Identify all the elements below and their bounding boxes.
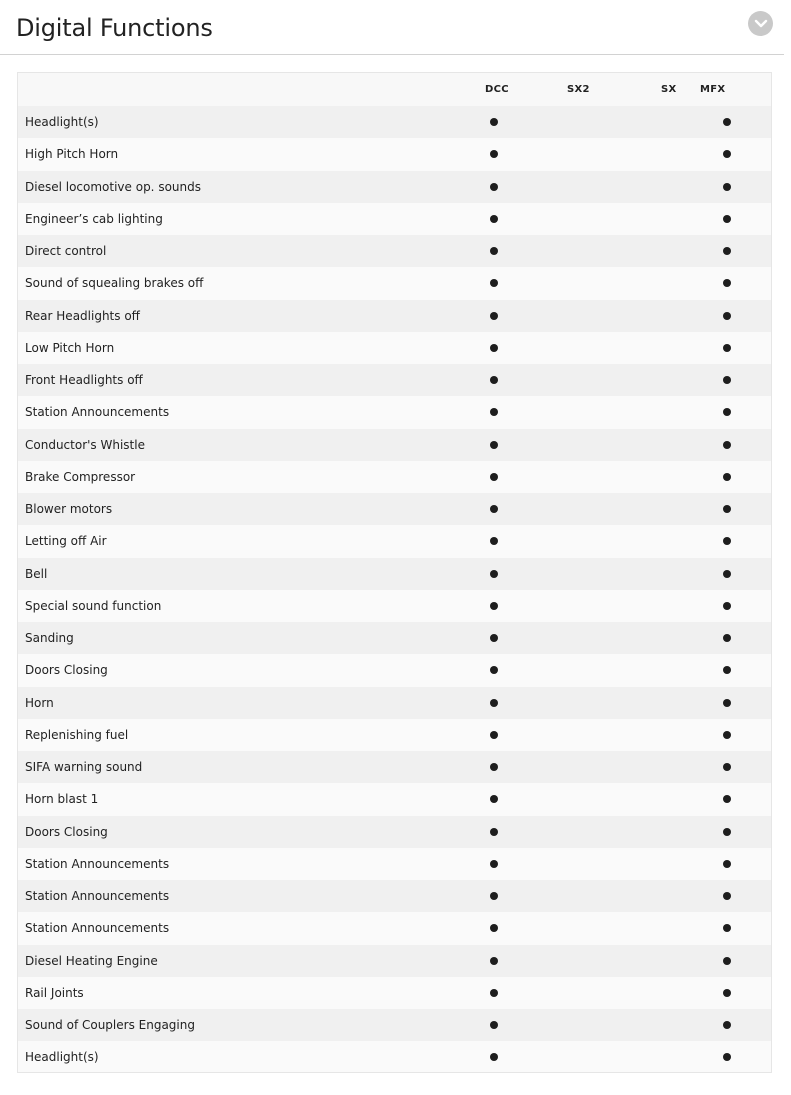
support-cell-sx2 — [555, 1041, 600, 1073]
table-row — [18, 977, 771, 1009]
supported-dot-icon — [490, 441, 498, 449]
table-row — [18, 396, 771, 428]
support-cell-sx2 — [555, 106, 600, 138]
supported-dot-icon — [490, 731, 498, 739]
supported-dot-icon — [723, 441, 731, 449]
support-cell-sx2 — [555, 912, 600, 944]
support-cell-mfx — [700, 235, 771, 267]
support-cell-sx — [600, 429, 700, 461]
support-cell-mfx — [700, 945, 771, 977]
supported-dot-icon — [490, 957, 498, 965]
support-cell-mfx — [700, 622, 771, 654]
function-name: Doors Closing — [25, 663, 108, 678]
supported-dot-icon — [723, 150, 731, 158]
support-cell-mfx — [700, 1041, 771, 1073]
supported-dot-icon — [490, 473, 498, 481]
supported-dot-icon — [723, 215, 731, 223]
support-cell-sx — [600, 719, 700, 751]
supported-dot-icon — [490, 828, 498, 836]
support-cell-dcc — [436, 429, 555, 461]
table-row — [18, 783, 771, 815]
support-cell-mfx — [700, 816, 771, 848]
function-name: Diesel locomotive op. sounds — [25, 179, 201, 194]
table-row — [18, 590, 771, 622]
support-cell-sx2 — [555, 1009, 600, 1041]
table-row — [18, 203, 771, 235]
supported-dot-icon — [723, 183, 731, 191]
support-cell-sx2 — [555, 622, 600, 654]
support-cell-sx — [600, 945, 700, 977]
support-cell-mfx — [700, 364, 771, 396]
support-cell-sx — [600, 235, 700, 267]
function-name: Bell — [25, 566, 48, 581]
supported-dot-icon — [490, 183, 498, 191]
table-row — [18, 654, 771, 686]
supported-dot-icon — [723, 795, 731, 803]
function-name: Low Pitch Horn — [25, 340, 115, 355]
support-cell-sx — [600, 171, 700, 203]
supported-dot-icon — [723, 666, 731, 674]
table-row — [18, 848, 771, 880]
support-cell-dcc — [436, 396, 555, 428]
supported-dot-icon — [723, 731, 731, 739]
support-cell-dcc — [436, 977, 555, 1009]
support-cell-mfx — [700, 106, 771, 138]
table-row — [18, 429, 771, 461]
supported-dot-icon — [490, 924, 498, 932]
supported-dot-icon — [490, 279, 498, 287]
support-cell-sx2 — [555, 203, 600, 235]
support-cell-mfx — [700, 719, 771, 751]
support-cell-sx — [600, 654, 700, 686]
supported-dot-icon — [490, 247, 498, 255]
support-cell-sx2 — [555, 300, 600, 332]
support-cell-sx2 — [555, 429, 600, 461]
support-cell-dcc — [436, 848, 555, 880]
supported-dot-icon — [723, 924, 731, 932]
support-cell-sx2 — [555, 235, 600, 267]
supported-dot-icon — [723, 634, 731, 642]
support-cell-sx2 — [555, 525, 600, 557]
support-cell-sx — [600, 525, 700, 557]
function-name: Diesel Heating Engine — [25, 953, 158, 968]
support-cell-mfx — [700, 751, 771, 783]
support-cell-dcc — [436, 461, 555, 493]
supported-dot-icon — [723, 763, 731, 771]
table-row — [18, 461, 771, 493]
function-name: Blower motors — [25, 502, 113, 517]
table-row — [18, 300, 771, 332]
table-row — [18, 719, 771, 751]
support-cell-sx — [600, 203, 700, 235]
supported-dot-icon — [723, 312, 731, 320]
function-name: Station Announcements — [25, 856, 170, 871]
support-cell-sx — [600, 622, 700, 654]
support-cell-dcc — [436, 1009, 555, 1041]
support-cell-sx2 — [555, 332, 600, 364]
support-cell-mfx — [700, 171, 771, 203]
table-row — [18, 235, 771, 267]
supported-dot-icon — [723, 570, 731, 578]
supported-dot-icon — [490, 344, 498, 352]
support-cell-dcc — [436, 880, 555, 912]
supported-dot-icon — [723, 505, 731, 513]
table-row — [18, 106, 771, 138]
functions-table-container — [17, 72, 772, 1073]
function-name: Doors Closing — [25, 824, 108, 839]
supported-dot-icon — [723, 602, 731, 610]
collapse-toggle-button[interactable] — [748, 11, 773, 36]
function-name: Station Announcements — [25, 889, 170, 904]
support-cell-mfx — [700, 332, 771, 364]
function-name: Headlight(s) — [25, 115, 99, 130]
support-cell-sx — [600, 880, 700, 912]
function-name: Rail Joints — [25, 985, 84, 1000]
supported-dot-icon — [490, 150, 498, 158]
support-cell-sx2 — [555, 687, 600, 719]
supported-dot-icon — [490, 376, 498, 384]
support-cell-sx2 — [555, 848, 600, 880]
column-header-mfx: MFX — [700, 84, 726, 95]
function-name: Engineer’s cab lighting — [25, 211, 163, 226]
support-cell-sx2 — [555, 171, 600, 203]
table-row — [18, 912, 771, 944]
support-cell-dcc — [436, 332, 555, 364]
supported-dot-icon — [490, 634, 498, 642]
support-cell-mfx — [700, 880, 771, 912]
support-cell-sx — [600, 300, 700, 332]
support-cell-dcc — [436, 493, 555, 525]
support-cell-dcc — [436, 171, 555, 203]
support-cell-mfx — [700, 267, 771, 299]
support-cell-dcc — [436, 622, 555, 654]
function-name: Station Announcements — [25, 921, 170, 936]
functions-table — [18, 73, 771, 1073]
support-cell-sx — [600, 493, 700, 525]
support-cell-dcc — [436, 364, 555, 396]
support-cell-sx — [600, 138, 700, 170]
support-cell-sx — [600, 848, 700, 880]
table-row — [18, 687, 771, 719]
support-cell-dcc — [436, 687, 555, 719]
table-row — [18, 751, 771, 783]
function-name: Direct control — [25, 244, 107, 259]
supported-dot-icon — [490, 892, 498, 900]
support-cell-dcc — [436, 235, 555, 267]
support-cell-dcc — [436, 654, 555, 686]
support-cell-dcc — [436, 945, 555, 977]
function-name: Special sound function — [25, 598, 162, 613]
function-name: Letting off Air — [25, 534, 107, 549]
support-cell-sx2 — [555, 719, 600, 751]
support-cell-sx — [600, 1041, 700, 1073]
support-cell-sx2 — [555, 880, 600, 912]
supported-dot-icon — [490, 989, 498, 997]
support-cell-dcc — [436, 912, 555, 944]
support-cell-dcc — [436, 1041, 555, 1073]
support-cell-sx — [600, 558, 700, 590]
supported-dot-icon — [490, 312, 498, 320]
supported-dot-icon — [723, 989, 731, 997]
supported-dot-icon — [490, 860, 498, 868]
function-name: Station Announcements — [25, 405, 170, 420]
function-name: Sound of Couplers Engaging — [25, 1018, 195, 1033]
support-cell-sx — [600, 977, 700, 1009]
supported-dot-icon — [490, 602, 498, 610]
function-name: SIFA warning sound — [25, 760, 143, 775]
supported-dot-icon — [490, 699, 498, 707]
table-row — [18, 1041, 771, 1073]
support-cell-mfx — [700, 525, 771, 557]
support-cell-mfx — [700, 590, 771, 622]
support-cell-mfx — [700, 848, 771, 880]
table-body — [18, 106, 771, 1073]
support-cell-sx2 — [555, 267, 600, 299]
table-row — [18, 525, 771, 557]
support-cell-sx2 — [555, 654, 600, 686]
column-header-sx: SX — [661, 84, 677, 95]
supported-dot-icon — [490, 570, 498, 578]
support-cell-sx — [600, 590, 700, 622]
support-cell-sx — [600, 1009, 700, 1041]
supported-dot-icon — [723, 828, 731, 836]
table-header-row — [18, 73, 771, 106]
supported-dot-icon — [723, 1053, 731, 1061]
supported-dot-icon — [723, 892, 731, 900]
supported-dot-icon — [723, 279, 731, 287]
support-cell-sx — [600, 106, 700, 138]
table-row — [18, 622, 771, 654]
support-cell-sx2 — [555, 461, 600, 493]
support-cell-mfx — [700, 687, 771, 719]
table-row — [18, 1009, 771, 1041]
support-cell-mfx — [700, 461, 771, 493]
support-cell-sx2 — [555, 138, 600, 170]
table-row — [18, 880, 771, 912]
function-name: Horn blast 1 — [25, 792, 99, 807]
supported-dot-icon — [490, 666, 498, 674]
support-cell-sx2 — [555, 558, 600, 590]
support-cell-sx2 — [555, 977, 600, 1009]
support-cell-mfx — [700, 203, 771, 235]
supported-dot-icon — [723, 860, 731, 868]
column-header-function — [18, 73, 436, 106]
support-cell-sx2 — [555, 751, 600, 783]
table-row — [18, 364, 771, 396]
section-header[interactable] — [0, 0, 784, 55]
support-cell-sx — [600, 687, 700, 719]
support-cell-sx — [600, 816, 700, 848]
function-name: Replenishing fuel — [25, 727, 129, 742]
table-row — [18, 945, 771, 977]
function-name: Rear Headlights off — [25, 308, 140, 323]
supported-dot-icon — [490, 1053, 498, 1061]
supported-dot-icon — [490, 505, 498, 513]
supported-dot-icon — [723, 376, 731, 384]
function-name: Front Headlights off — [25, 373, 143, 388]
table-row — [18, 558, 771, 590]
support-cell-mfx — [700, 138, 771, 170]
support-cell-sx — [600, 396, 700, 428]
supported-dot-icon — [723, 1021, 731, 1029]
supported-dot-icon — [490, 408, 498, 416]
support-cell-mfx — [700, 654, 771, 686]
function-name: High Pitch Horn — [25, 147, 119, 162]
support-cell-sx2 — [555, 816, 600, 848]
support-cell-sx2 — [555, 945, 600, 977]
supported-dot-icon — [723, 957, 731, 965]
support-cell-sx2 — [555, 590, 600, 622]
table-row — [18, 332, 771, 364]
function-name: Brake Compressor — [25, 469, 136, 484]
supported-dot-icon — [723, 408, 731, 416]
support-cell-sx — [600, 783, 700, 815]
support-cell-sx — [600, 332, 700, 364]
supported-dot-icon — [490, 795, 498, 803]
support-cell-dcc — [436, 525, 555, 557]
supported-dot-icon — [723, 473, 731, 481]
support-cell-dcc — [436, 558, 555, 590]
support-cell-mfx — [700, 1009, 771, 1041]
column-header-sx2: SX2 — [567, 84, 590, 95]
support-cell-sx — [600, 364, 700, 396]
support-cell-dcc — [436, 106, 555, 138]
support-cell-sx — [600, 267, 700, 299]
support-cell-dcc — [436, 719, 555, 751]
table-row — [18, 493, 771, 525]
supported-dot-icon — [723, 344, 731, 352]
support-cell-sx2 — [555, 364, 600, 396]
support-cell-mfx — [700, 558, 771, 590]
support-cell-mfx — [700, 396, 771, 428]
support-cell-dcc — [436, 300, 555, 332]
function-name: Sound of squealing brakes off — [25, 276, 204, 291]
supported-dot-icon — [490, 763, 498, 771]
support-cell-dcc — [436, 267, 555, 299]
function-name: Conductor's Whistle — [25, 437, 145, 452]
table-row — [18, 138, 771, 170]
function-name: Headlight(s) — [25, 1050, 99, 1065]
support-cell-mfx — [700, 977, 771, 1009]
supported-dot-icon — [723, 699, 731, 707]
chevron-down-icon — [754, 19, 768, 28]
support-cell-sx — [600, 751, 700, 783]
supported-dot-icon — [490, 1021, 498, 1029]
support-cell-sx2 — [555, 783, 600, 815]
function-name: Sanding — [25, 631, 74, 646]
supported-dot-icon — [723, 537, 731, 545]
support-cell-dcc — [436, 203, 555, 235]
support-cell-sx2 — [555, 396, 600, 428]
support-cell-dcc — [436, 590, 555, 622]
function-name: Horn — [25, 695, 54, 710]
support-cell-mfx — [700, 493, 771, 525]
table-row — [18, 267, 771, 299]
table-row — [18, 816, 771, 848]
support-cell-mfx — [700, 912, 771, 944]
support-cell-mfx — [700, 783, 771, 815]
supported-dot-icon — [490, 215, 498, 223]
supported-dot-icon — [490, 118, 498, 126]
table-row — [18, 171, 771, 203]
support-cell-sx2 — [555, 493, 600, 525]
support-cell-sx — [600, 461, 700, 493]
supported-dot-icon — [490, 537, 498, 545]
support-cell-dcc — [436, 138, 555, 170]
supported-dot-icon — [723, 247, 731, 255]
support-cell-dcc — [436, 816, 555, 848]
supported-dot-icon — [723, 118, 731, 126]
support-cell-mfx — [700, 300, 771, 332]
section-title: Digital Functions — [16, 14, 213, 42]
support-cell-sx — [600, 912, 700, 944]
support-cell-mfx — [700, 429, 771, 461]
support-cell-dcc — [436, 751, 555, 783]
column-header-dcc: DCC — [485, 84, 509, 95]
support-cell-dcc — [436, 783, 555, 815]
